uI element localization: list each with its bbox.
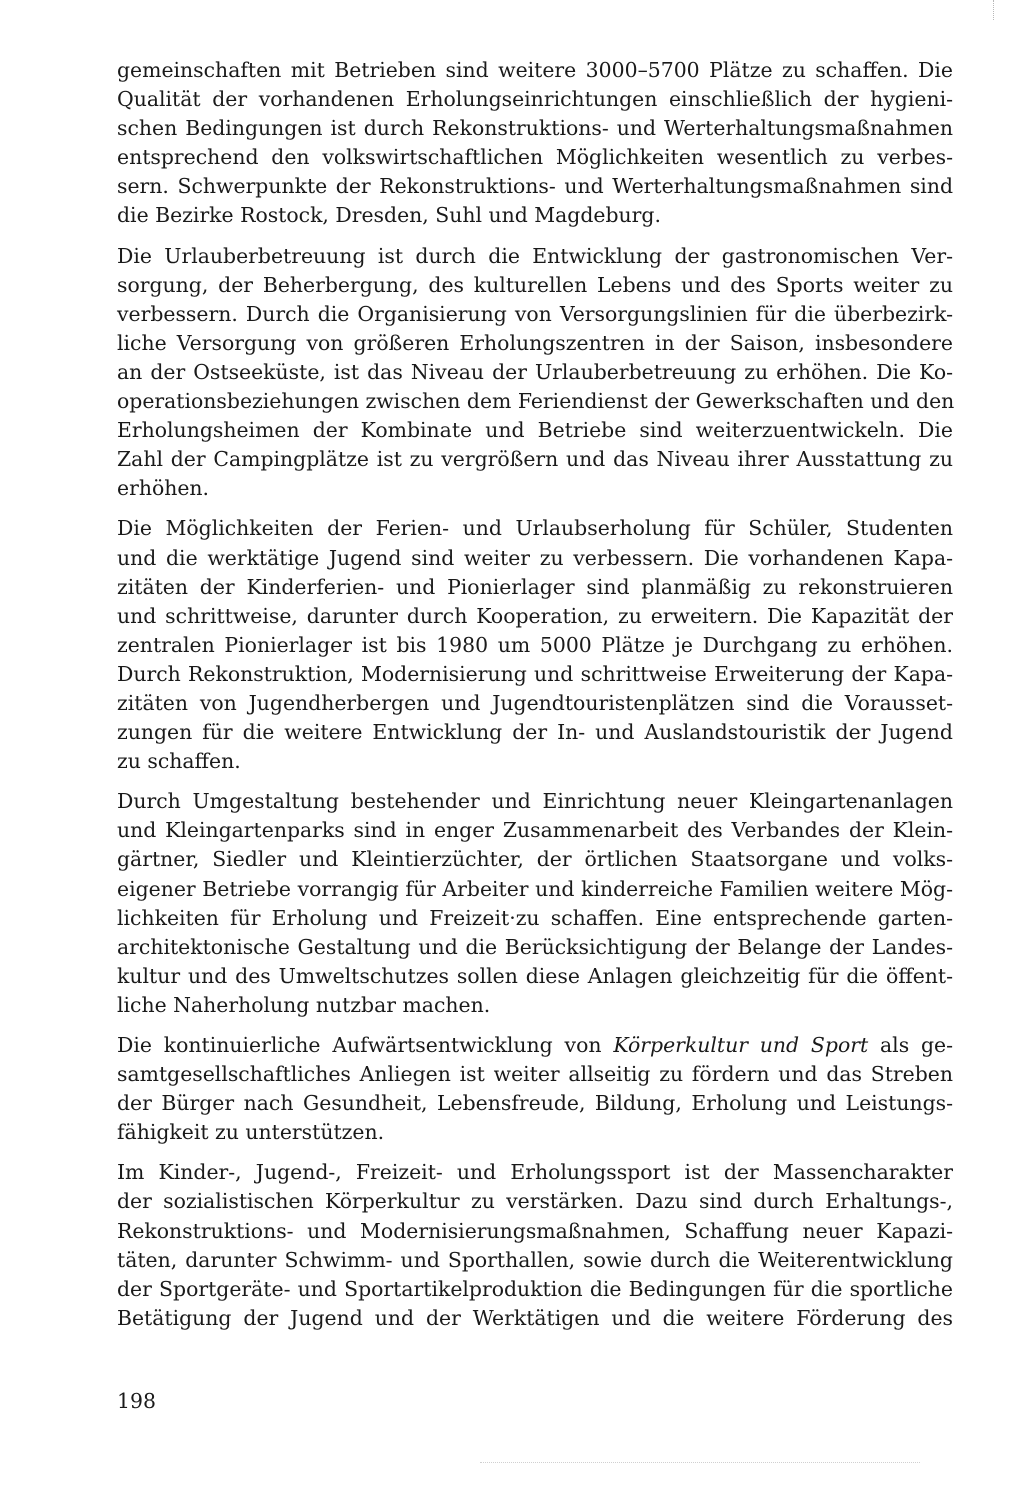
text-line: eigener Betriebe vorrangig für Arbeiter und kinderreiche Familien weitere Mög-	[117, 876, 953, 901]
text-line: liche Versorgung von größeren Erholungszentren in der Saison, insbesondere	[117, 330, 953, 355]
scan-edge-mark	[993, 0, 996, 20]
body-text	[117, 56, 953, 1344]
text-line: gärtner, Siedler und Kleintierzüchter, der örtlichen Staatsorgane und volks-	[117, 847, 953, 872]
text-line: an der Ostseeküste, ist das Niveau der Urlauberbetreuung zu erhöhen. Die Ko-	[117, 359, 953, 384]
text-line: Zahl der Campingplätze ist zu vergrößern und das Niveau ihrer Ausstattung zu	[117, 447, 953, 472]
text-line: der Sportgeräte- und Sportartikelproduktion die Bedingungen für die sportliche	[117, 1276, 953, 1301]
page-number: 198	[117, 1389, 156, 1413]
text-line: operationsbeziehungen zwischen dem Feriendienst der Gewerkschaften und den	[117, 389, 955, 414]
text-line: der Bürger nach Gesundheit, Lebensfreude, Bildung, Erholung und Leistungs-	[117, 1091, 953, 1116]
text-line: zitäten von Jugendherbergen und Jugendtouristenplätzen sind die Vorausset-	[117, 690, 953, 715]
scan-bottom-mark	[480, 1462, 920, 1464]
text-line: sern. Schwerpunkte der Rekonstruktions- und Werterhaltungsmaßnahmen sind	[117, 174, 953, 199]
text-line: architektonische Gestaltung und die Berücksichtigung der Belange der Landes-	[117, 934, 953, 959]
text-line: und schrittweise, darunter durch Kooperation, zu erweitern. Die Kapazität der	[117, 603, 953, 628]
emphasis-text: Körperkultur und Sport	[613, 1033, 869, 1057]
text-line: erhöhen.	[117, 476, 210, 501]
text-line: kultur und des Umweltschutzes sollen diese Anlagen gleichzeitig für die öffent-	[117, 963, 953, 988]
text-line: entsprechend den volkswirtschaftlichen Möglichkeiten wesentlich zu verbes-	[117, 145, 953, 170]
text-line: Durch Rekonstruktion, Modernisierung und schrittweise Erweiterung der Kapa-	[117, 661, 953, 686]
text-line: die Bezirke Rostock, Dresden, Suhl und Magdeburg.	[117, 203, 661, 228]
text-line: schen Bedingungen ist durch Rekonstruktions- und Werterhaltungsmaßnahmen	[117, 116, 953, 141]
paragraph	[117, 56, 953, 231]
text-line: Die kontinuierliche Aufwärtsentwicklung von Körperkultur und Sport als ge-	[117, 1033, 953, 1057]
text-line: fähigkeit zu unterstützen.	[117, 1120, 385, 1145]
text-line: Die Urlauberbetreuung ist durch die Entwicklung der gastronomischen Ver-	[117, 243, 953, 268]
paragraph	[117, 242, 953, 504]
text-line: Erholungsheimen der Kombinate und Betriebe sind weiterzuentwickeln. Die	[117, 418, 953, 443]
text-line: sorgung, der Beherbergung, des kulturellen Lebens und des Sports weiter zu	[117, 272, 953, 297]
text-line: Im Kinder-, Jugend-, Freizeit- und Erholungssport ist der Massencharakter	[117, 1160, 953, 1185]
text-line: Qualität der vorhandenen Erholungseinrichtungen einschließlich der hygieni-	[117, 87, 953, 112]
text-line: zu schaffen.	[117, 749, 241, 774]
text-line: Rekonstruktions- und Modernisierungsmaßnahmen, Schaffung neuer Kapazi-	[117, 1218, 953, 1243]
paragraph	[117, 787, 953, 1020]
text-line: und Kleingartenparks sind in enger Zusammenarbeit des Verbandes der Klein-	[117, 818, 953, 843]
text-line: täten, darunter Schwimm- und Sporthallen, sowie durch die Weiterentwicklung	[117, 1247, 953, 1272]
text-line: der sozialistischen Körperkultur zu verstärken. Dazu sind durch Erhaltungs-,	[117, 1189, 953, 1214]
text-line: Betätigung der Jugend und der Werktätigen und die weitere Förderung des	[117, 1305, 953, 1330]
text-line: zungen für die weitere Entwicklung der In- und Auslandstouristik der Jugend	[117, 720, 953, 745]
text-line: liche Naherholung nutzbar machen.	[117, 992, 491, 1017]
paragraph	[117, 1158, 953, 1333]
text-line: gemeinschaften mit Betrieben sind weitere 3000–5700 Plätze zu schaffen. Die	[117, 58, 953, 82]
text-line: lichkeiten für Erholung und Freizeit·zu schaffen. Eine entsprechende garten-	[117, 905, 953, 930]
text-line: zentralen Pionierlager ist bis 1980 um 5000 Plätze je Durchgang zu erhöhen.	[117, 632, 953, 657]
text-line: Durch Umgestaltung bestehender und Einrichtung neuer Kleingartenanlagen	[117, 789, 953, 814]
text-line: zitäten der Kinderferien- und Pionierlager sind planmäßig zu rekonstruieren	[117, 574, 953, 599]
text-line: Die Möglichkeiten der Ferien- und Urlaubserholung für Schüler, Studenten	[117, 516, 953, 541]
text-line: verbessern. Durch die Organisierung von Versorgungslinien für die überbezirk-	[117, 301, 953, 326]
paragraph	[117, 1031, 953, 1147]
paragraph	[117, 514, 953, 776]
text-line: und die werktätige Jugend sind weiter zu verbessern. Die vorhandenen Kapa-	[117, 545, 953, 570]
text-line: samtgesellschaftliches Anliegen ist weiter allseitig zu fördern und das Streben	[117, 1062, 953, 1087]
